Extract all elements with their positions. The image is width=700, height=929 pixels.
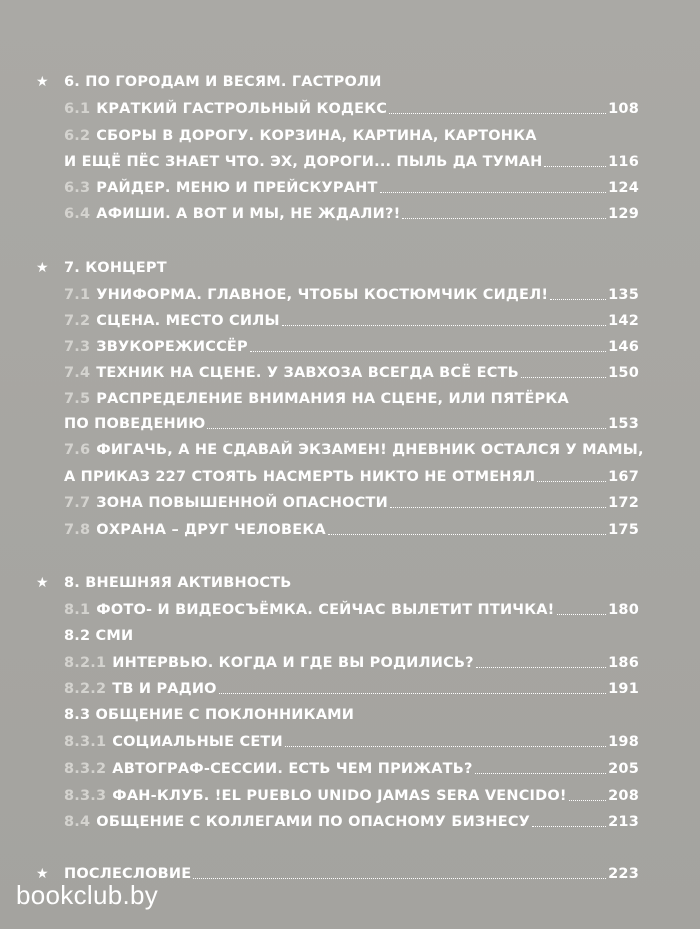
toc-entry [64, 757, 639, 781]
toc-entry-title: 8.2 СМИ [64, 628, 134, 644]
toc-chapter-heading [64, 571, 639, 595]
toc-page-number: 186 [608, 655, 639, 671]
toc-entry-title: КРАТКИЙ ГАСТРОЛЬНЫЙ КОДЕКС [96, 101, 388, 117]
toc-page-number: 124 [608, 180, 639, 196]
toc-entry-title: ИНТЕРВЬЮ. КОГДА И ГДЕ ВЫ РОДИЛИСЬ? [112, 655, 474, 671]
toc-page-number: 167 [608, 469, 639, 485]
watermark: bookclub.by [16, 880, 159, 910]
toc-entry [64, 412, 639, 436]
dot-leader [402, 217, 606, 219]
dot-leader [328, 533, 606, 535]
toc-entry-title: ФОТО- И ВИДЕОСЪЁМКА. СЕЙЧАС ВЫЛЕТИТ ПТИЧКА! [96, 602, 555, 618]
toc-entry [64, 150, 639, 174]
dot-leader [219, 692, 606, 694]
toc-entry-number: 6.2 [64, 128, 91, 144]
toc-page-number: 213 [608, 814, 639, 830]
toc-entry-number: 7.2 [64, 313, 91, 329]
toc-entry-title: АВТОГРАФ-СЕССИИ. ЕСТЬ ЧЕМ ПРИЖАТЬ? [112, 761, 473, 777]
toc-entry-number: 6.4 [64, 206, 91, 222]
toc-entry [64, 598, 639, 622]
toc-entry-title: ЗОНА ПОВЫШЕННОЙ ОПАСНОСТИ [96, 495, 388, 511]
dot-leader [390, 506, 606, 508]
dot-leader [537, 480, 606, 482]
toc-entry-title: ТЕХНИК НА СЦЕНЕ. У ЗАВХОЗА ВСЕГДА ВСЁ ЕСТЬ [96, 365, 519, 381]
toc-page-number: 175 [608, 522, 639, 538]
toc-entry [64, 309, 639, 333]
toc-entry-title: 8. ВНЕШНЯЯ АКТИВНОСТЬ [64, 575, 292, 591]
dot-leader [532, 825, 606, 827]
toc-entry-title: ОБЩЕНИЕ С КОЛЛЕГАМИ ПО ОПАСНОМУ БИЗНЕСУ [96, 814, 531, 830]
toc-page-number: 142 [608, 313, 639, 329]
toc-entry-number: 8.1 [64, 602, 91, 618]
toc-entry-number: 8.4 [64, 814, 91, 830]
toc-entry-number: 7.8 [64, 522, 91, 538]
toc-entry-number: 6.3 [64, 180, 91, 196]
toc-entry-title: АФИШИ. А ВОТ И МЫ, НЕ ЖДАЛИ?! [96, 206, 401, 222]
toc-entry [64, 202, 639, 226]
toc-entry [64, 283, 639, 307]
toc-entry [64, 97, 639, 121]
toc-entry-title: СБОРЫ В ДОРОГУ. КОРЗИНА, КАРТИНА, КАРТОНКА [96, 128, 537, 144]
toc-page-number: 205 [608, 761, 639, 777]
dot-leader [285, 745, 606, 747]
toc-entry-title: 7. КОНЦЕРТ [64, 260, 167, 276]
toc-entry-number: 7.5 [64, 391, 91, 407]
toc-entry-title: СЦЕНА. МЕСТО СИЛЫ [96, 313, 280, 329]
toc-entry-number: 8.3.1 [64, 734, 107, 750]
toc-page-number: 146 [608, 339, 639, 355]
toc-entry-title: ЗВУКОРЕЖИССЁР [96, 339, 248, 355]
toc-page-number: 135 [608, 287, 639, 303]
dot-leader [557, 613, 607, 615]
toc-entry-title: СОЦИАЛЬНЫЕ СЕТИ [112, 734, 283, 750]
toc-page-number: 180 [608, 602, 639, 618]
toc-entry [64, 651, 639, 675]
dot-leader [380, 191, 607, 193]
toc-page-number: 129 [608, 206, 639, 222]
toc-entry-title: А ПРИКАЗ 227 СТОЯТЬ НАСМЕРТЬ НИКТО НЕ ОТМЕНЯЛ [64, 469, 536, 485]
toc-chapter-heading [64, 70, 639, 94]
dot-leader [550, 298, 606, 300]
dot-leader [193, 877, 606, 879]
dot-leader [521, 376, 606, 378]
star-icon: ★ [36, 866, 49, 882]
toc-entry-title: РАСПРЕДЕЛЕНИЕ ВНИМАНИЯ НА СЦЕНЕ, ИЛИ ПЯТЁРКА [96, 391, 569, 407]
toc-entry [64, 810, 639, 834]
dot-leader [569, 799, 606, 801]
toc-page-number: 198 [608, 734, 639, 750]
toc-entry-number: 8.3.2 [64, 761, 107, 777]
toc-entry [64, 784, 639, 808]
toc-entry-number: 7.6 [64, 442, 91, 458]
toc-entry-title: ОХРАНА – ДРУГ ЧЕЛОВЕКА [96, 522, 326, 538]
toc-entry-number: 8.2.2 [64, 681, 107, 697]
toc-entry [64, 518, 639, 542]
toc-entry [64, 491, 639, 515]
toc-entry [64, 730, 639, 754]
toc-entry-title: 6. ПО ГОРОДАМ И ВЕСЯМ. ГАСТРОЛИ [64, 74, 382, 90]
dot-leader [475, 772, 607, 774]
toc-entry-title: ФАН-КЛУБ. !EL PUEBLO UNIDO JAMAS SERA VENCIDO! [112, 788, 567, 804]
toc-entry-number: 8.2.1 [64, 655, 107, 671]
star-icon: ★ [36, 575, 49, 591]
toc-page-number: 153 [608, 416, 639, 432]
toc-entry-title: ТВ И РАДИО [112, 681, 217, 697]
toc-chapter-heading [64, 256, 639, 280]
dot-leader [250, 350, 606, 352]
toc-entry-title: И ЕЩЁ ПЁС ЗНАЕТ ЧТО. ЭХ, ДОРОГИ... ПЫЛЬ ДА ТУМАН [64, 154, 543, 170]
star-icon: ★ [36, 260, 49, 276]
toc-entry-number: 7.4 [64, 365, 91, 381]
toc-entry [64, 624, 639, 648]
toc-entry [64, 465, 639, 489]
toc-entry [64, 677, 639, 701]
toc-entry-number: 7.7 [64, 495, 91, 511]
toc-entry-title: РАЙДЕР. МЕНЮ И ПРЕЙСКУРАНТ [96, 180, 378, 196]
toc-entry [64, 387, 639, 411]
dot-leader [544, 165, 606, 167]
toc-entry-number: 8.3.3 [64, 788, 107, 804]
toc-page-number: 223 [608, 866, 639, 882]
toc-page-number: 150 [608, 365, 639, 381]
dot-leader [389, 112, 606, 114]
dot-leader [282, 324, 606, 326]
toc-entry-number: 7.1 [64, 287, 91, 303]
toc-entry-title: ПОСЛЕСЛОВИЕ [64, 866, 192, 882]
toc-entry [64, 335, 639, 359]
toc-entry [64, 361, 639, 385]
toc-entry-title: ФИГАЧЬ, А НЕ СДАВАЙ ЭКЗАМЕН! ДНЕВНИК ОСТАЛСЯ У МАМЫ, [96, 442, 644, 458]
toc-page-number: 172 [608, 495, 639, 511]
toc-entry-title: УНИФОРМА. ГЛАВНОЕ, ЧТОБЫ КОСТЮМЧИК СИДЕЛ! [96, 287, 549, 303]
toc-entry [64, 176, 639, 200]
toc-entry-number: 6.1 [64, 101, 91, 117]
dot-leader [476, 666, 606, 668]
toc-page-number: 108 [608, 101, 639, 117]
toc-entry [64, 703, 639, 727]
star-icon: ★ [36, 74, 49, 90]
toc-entry-title: ПО ПОВЕДЕНИЮ [64, 416, 206, 432]
toc-entry-title: 8.3 ОБЩЕНИЕ С ПОКЛОННИКАМИ [64, 707, 355, 723]
toc-page-number: 116 [608, 154, 639, 170]
toc-entry [64, 124, 639, 148]
dot-leader [207, 427, 606, 429]
toc-page-number: 208 [608, 788, 639, 804]
toc-entry [64, 438, 644, 462]
toc-page-number: 191 [608, 681, 639, 697]
toc-entry-number: 7.3 [64, 339, 91, 355]
